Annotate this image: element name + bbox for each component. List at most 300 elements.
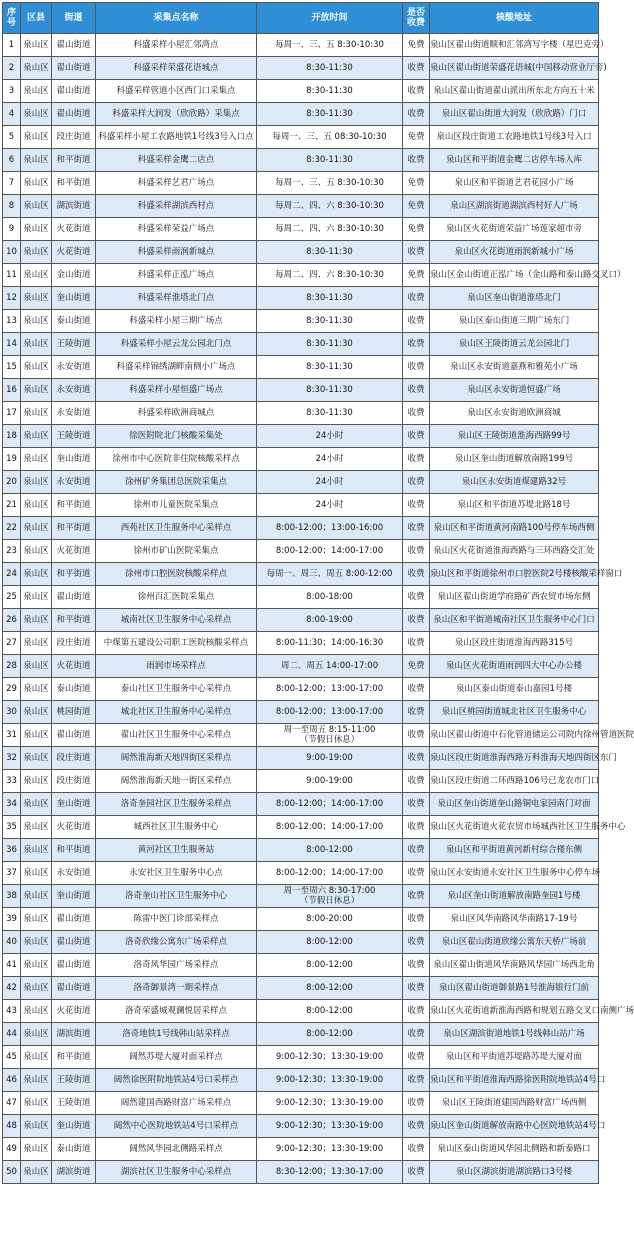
cell-no: 7 bbox=[3, 172, 21, 195]
cell-site-name: 科盛采样小屋云龙公园北门点 bbox=[96, 333, 257, 356]
cell-fee: 收费 bbox=[403, 1092, 430, 1115]
cell-county: 泉山区 bbox=[21, 241, 52, 264]
cell-hours: 8:00-12:00；13:00-16:00 bbox=[257, 517, 403, 540]
cell-fee: 免费 bbox=[403, 195, 430, 218]
cell-site-name: 徐医附院北门核酸采集处 bbox=[96, 425, 257, 448]
cell-hours: 8:00-18:00 bbox=[257, 586, 403, 609]
cell-fee: 免费 bbox=[403, 126, 430, 149]
cell-fee: 收费 bbox=[403, 632, 430, 655]
cell-no: 22 bbox=[3, 517, 21, 540]
table-row bbox=[3, 908, 599, 931]
cell-county: 泉山区 bbox=[21, 977, 52, 1000]
cell-site-name: 阔然风华园北侧路采样点 bbox=[96, 1138, 257, 1161]
table-row bbox=[3, 678, 599, 701]
cell-site-name: 洛奇风华园广场采样点 bbox=[96, 954, 257, 977]
cell-hours: 每周二、四、六 8:30-10:30 bbox=[257, 195, 403, 218]
cell-address: 泉山区湖滨街道湖滨路口3号楼 bbox=[430, 1161, 599, 1184]
cell-county: 泉山区 bbox=[21, 908, 52, 931]
table-row bbox=[3, 1023, 599, 1046]
cell-county: 泉山区 bbox=[21, 1023, 52, 1046]
cell-no: 23 bbox=[3, 540, 21, 563]
cell-address: 泉山区翟山街道翟山派出所东北方向五十米 bbox=[430, 80, 599, 103]
cell-street: 和平街道 bbox=[52, 172, 96, 195]
cell-hours: 每周一、三、五 8:30-10:30 bbox=[257, 172, 403, 195]
cell-street: 桃园街道 bbox=[52, 701, 96, 724]
cell-site-name: 阔然淮海新天地四街区采样点 bbox=[96, 747, 257, 770]
cell-site-name: 科盛采样小屋汇邻湾点 bbox=[96, 34, 257, 57]
cell-hours: 8:00-12:00 bbox=[257, 839, 403, 862]
cell-address: 泉山区翟山街道中石化管道储运公司院内徐州管道医院 bbox=[430, 724, 599, 747]
cell-no: 26 bbox=[3, 609, 21, 632]
cell-street: 翟山街道 bbox=[52, 586, 96, 609]
cell-fee: 收费 bbox=[403, 862, 430, 885]
cell-address: 泉山区奎山街道奎山路铜电家园南门对面 bbox=[430, 793, 599, 816]
cell-fee: 收费 bbox=[403, 1046, 430, 1069]
cell-no: 6 bbox=[3, 149, 21, 172]
table-row bbox=[3, 1161, 599, 1184]
cell-county: 泉山区 bbox=[21, 103, 52, 126]
cell-address: 泉山区永安街道嘉燕和雅苑小广场 bbox=[430, 356, 599, 379]
table-body bbox=[3, 34, 634, 1184]
cell-hours: 9:00-12:30；13:30-19:00 bbox=[257, 1092, 403, 1115]
cell-county: 泉山区 bbox=[21, 34, 52, 57]
cell-site-name: 洛奇奎园社区卫生服务采样点 bbox=[96, 793, 257, 816]
cell-hours: 8:00-12:00 bbox=[257, 977, 403, 1000]
cell-no: 5 bbox=[3, 126, 21, 149]
cell-no: 27 bbox=[3, 632, 21, 655]
cell-address: 泉山区和平街道徐州市口腔医院2号楼核酸采样窗口 bbox=[430, 563, 599, 586]
cell-no: 42 bbox=[3, 977, 21, 1000]
cell-no: 28 bbox=[3, 655, 21, 678]
cell-county: 泉山区 bbox=[21, 816, 52, 839]
cell-street: 泰山街道 bbox=[52, 678, 96, 701]
cell-county: 泉山区 bbox=[21, 80, 52, 103]
cell-address: 泉山区泰山街道泰山嘉园1号楼 bbox=[430, 678, 599, 701]
cell-address: 泉山区永安街道煤建路32号 bbox=[430, 471, 599, 494]
cell-hours: 每周二、四、六 8:30-10:30 bbox=[257, 264, 403, 287]
cell-hours: 8:00-12:00；14:00-17:00 bbox=[257, 816, 403, 839]
cell-county: 泉山区 bbox=[21, 954, 52, 977]
cell-fee: 收费 bbox=[403, 885, 430, 908]
table-row bbox=[3, 977, 599, 1000]
cell-street: 奎山街道 bbox=[52, 1115, 96, 1138]
cell-site-name: 科盛采样欧洲商城点 bbox=[96, 402, 257, 425]
cell-street: 王陵街道 bbox=[52, 425, 96, 448]
cell-street: 湖滨街道 bbox=[52, 1023, 96, 1046]
cell-site-name: 徐州矿务集团总医院采集点 bbox=[96, 471, 257, 494]
cell-county: 泉山区 bbox=[21, 770, 52, 793]
cell-address: 泉山区翟山街道荣盛花语城(中国移动营业厅旁) bbox=[430, 57, 599, 80]
table-row bbox=[3, 57, 599, 80]
cell-county: 泉山区 bbox=[21, 448, 52, 471]
cell-fee: 免费 bbox=[403, 34, 430, 57]
cell-county: 泉山区 bbox=[21, 747, 52, 770]
table-header bbox=[3, 3, 599, 34]
cell-fee: 收费 bbox=[403, 356, 430, 379]
cell-county: 泉山区 bbox=[21, 425, 52, 448]
cell-site-name: 城北社区卫生服务中心采样点 bbox=[96, 701, 257, 724]
cell-street: 段庄街道 bbox=[52, 747, 96, 770]
cell-county: 泉山区 bbox=[21, 609, 52, 632]
cell-address: 泉山区翟山街道大润发（欣欣路）门口 bbox=[430, 103, 599, 126]
table-row bbox=[3, 862, 599, 885]
cell-fee: 收费 bbox=[403, 80, 430, 103]
cell-address: 泉山区王陵街道云龙公园北门 bbox=[430, 333, 599, 356]
cell-county: 泉山区 bbox=[21, 1046, 52, 1069]
cell-address: 泉山区泰山街道三期广场东门 bbox=[430, 310, 599, 333]
cell-fee: 收费 bbox=[403, 310, 430, 333]
cell-county: 泉山区 bbox=[21, 839, 52, 862]
cell-address: 泉山区翟山街道欣缘公寓东天桥广场前 bbox=[430, 931, 599, 954]
header-fee: 是否收费 bbox=[403, 3, 430, 34]
cell-hours: 8:30-12:00；13:30-17:00 bbox=[257, 1161, 403, 1184]
cell-no: 2 bbox=[3, 57, 21, 80]
cell-hours: 8:30-11:30 bbox=[257, 57, 403, 80]
cell-fee: 收费 bbox=[403, 678, 430, 701]
header-street: 街道 bbox=[52, 3, 96, 34]
cell-hours: 8:00-11:30；14:00-16:30 bbox=[257, 632, 403, 655]
cell-site-name: 洛奇欣缘公寓东广场采样点 bbox=[96, 931, 257, 954]
cell-hours: 8:30-11:30 bbox=[257, 80, 403, 103]
table-row bbox=[3, 540, 599, 563]
cell-no: 20 bbox=[3, 471, 21, 494]
cell-county: 泉山区 bbox=[21, 1000, 52, 1023]
cell-address: 泉山区和平街道淮海西路徐医附院地铁站4号口 bbox=[430, 1069, 599, 1092]
cell-site-name: 城西社区卫生服务中心 bbox=[96, 816, 257, 839]
cell-site-name: 科盛采样淮塔北门点 bbox=[96, 287, 257, 310]
cell-county: 泉山区 bbox=[21, 655, 52, 678]
cell-no: 40 bbox=[3, 931, 21, 954]
cell-street: 段庄街道 bbox=[52, 126, 96, 149]
cell-no: 50 bbox=[3, 1161, 21, 1184]
cell-site-name: 科盛采样锦绣湖畔南侧小广场点 bbox=[96, 356, 257, 379]
cell-fee: 收费 bbox=[403, 402, 430, 425]
cell-fee: 免费 bbox=[403, 264, 430, 287]
cell-county: 泉山区 bbox=[21, 264, 52, 287]
cell-site-name: 科盛采样小屋恒盛广场点 bbox=[96, 379, 257, 402]
table-row bbox=[3, 1000, 599, 1023]
cell-no: 24 bbox=[3, 563, 21, 586]
cell-street: 翟山街道 bbox=[52, 724, 96, 747]
cell-site-name: 城南社区卫生服务中心采样点 bbox=[96, 609, 257, 632]
header-no: 序号 bbox=[3, 3, 21, 34]
cell-street: 永安街道 bbox=[52, 379, 96, 402]
table-row bbox=[3, 1092, 599, 1115]
table-row bbox=[3, 632, 599, 655]
cell-address: 泉山区翟山街道御景路1号淮海银行门前 bbox=[430, 977, 599, 1000]
cell-fee: 收费 bbox=[403, 1138, 430, 1161]
cell-fee: 收费 bbox=[403, 425, 430, 448]
cell-county: 泉山区 bbox=[21, 1092, 52, 1115]
cell-fee: 收费 bbox=[403, 839, 430, 862]
cell-no: 45 bbox=[3, 1046, 21, 1069]
table-row bbox=[3, 172, 599, 195]
cell-site-name: 科盛采样荣益广场点 bbox=[96, 218, 257, 241]
cell-hours: 8:30-11:30 bbox=[257, 103, 403, 126]
cell-no: 11 bbox=[3, 264, 21, 287]
cell-site-name: 阔然中心医院地铁站4号口采样点 bbox=[96, 1115, 257, 1138]
cell-site-name: 科盛采样正泓广场点 bbox=[96, 264, 257, 287]
table-row bbox=[3, 885, 599, 908]
cell-address: 泉山区火花街道雨润新城小广场 bbox=[430, 241, 599, 264]
table-row bbox=[3, 954, 599, 977]
cell-site-name: 雨润市场采样点 bbox=[96, 655, 257, 678]
cell-county: 泉山区 bbox=[21, 1069, 52, 1092]
cell-county: 泉山区 bbox=[21, 126, 52, 149]
cell-fee: 收费 bbox=[403, 793, 430, 816]
cell-address: 泉山区段庄街道淮海西路315号 bbox=[430, 632, 599, 655]
table-row bbox=[3, 770, 599, 793]
table-row bbox=[3, 1138, 599, 1161]
cell-hours: 24小时 bbox=[257, 494, 403, 517]
cell-site-name: 徐州市儿童医院采集点 bbox=[96, 494, 257, 517]
cell-street: 火花街道 bbox=[52, 241, 96, 264]
cell-site-name: 永安社区卫生服务中心点 bbox=[96, 862, 257, 885]
cell-address: 泉山区奎山街道解放南路奎园1号楼 bbox=[430, 885, 599, 908]
cell-fee: 收费 bbox=[403, 1069, 430, 1092]
table-row bbox=[3, 241, 599, 264]
cell-fee: 收费 bbox=[403, 931, 430, 954]
table-row bbox=[3, 80, 599, 103]
cell-site-name: 阔然苏堤大厦对面采样点 bbox=[96, 1046, 257, 1069]
cell-no: 14 bbox=[3, 333, 21, 356]
cell-no: 16 bbox=[3, 379, 21, 402]
cell-no: 29 bbox=[3, 678, 21, 701]
cell-site-name: 科盛采样大润发（欣欣路）采集点 bbox=[96, 103, 257, 126]
table-row bbox=[3, 310, 599, 333]
cell-no: 4 bbox=[3, 103, 21, 126]
cell-street: 火花街道 bbox=[52, 218, 96, 241]
cell-no: 49 bbox=[3, 1138, 21, 1161]
cell-street: 和平街道 bbox=[52, 609, 96, 632]
cell-hours: 8:00-12:00；13:00-17:00 bbox=[257, 701, 403, 724]
cell-fee: 收费 bbox=[403, 1000, 430, 1023]
cell-no: 34 bbox=[3, 793, 21, 816]
cell-address: 泉山区王陵街道淮海西路99号 bbox=[430, 425, 599, 448]
cell-address: 泉山区湖滨街道湖滨西村好人广场 bbox=[430, 195, 599, 218]
cell-site-name: 徐州百汇医院采集点 bbox=[96, 586, 257, 609]
table-row bbox=[3, 34, 599, 57]
table-row bbox=[3, 264, 599, 287]
cell-site-name: 徐州市中心医院非住院核酸采样点 bbox=[96, 448, 257, 471]
cell-hours: 周一至周六 8:30-17:00 （节假日休息） bbox=[257, 885, 403, 908]
cell-address: 泉山区金山街道正泓广场（金山路和泰山路交叉口） bbox=[430, 264, 599, 287]
cell-hours: 9:00-12:30；13:30-19:00 bbox=[257, 1138, 403, 1161]
table-row bbox=[3, 701, 599, 724]
cell-fee: 免费 bbox=[403, 655, 430, 678]
cell-county: 泉山区 bbox=[21, 563, 52, 586]
cell-fee: 收费 bbox=[403, 701, 430, 724]
cell-county: 泉山区 bbox=[21, 517, 52, 540]
cell-no: 12 bbox=[3, 287, 21, 310]
cell-hours: 9:00-12:30；13:30-19:00 bbox=[257, 1069, 403, 1092]
cell-street: 翟山街道 bbox=[52, 908, 96, 931]
cell-street: 奎山街道 bbox=[52, 793, 96, 816]
cell-street: 翟山街道 bbox=[52, 34, 96, 57]
cell-no: 41 bbox=[3, 954, 21, 977]
cell-hours: 8:30-11:30 bbox=[257, 402, 403, 425]
cell-county: 泉山区 bbox=[21, 471, 52, 494]
cell-no: 48 bbox=[3, 1115, 21, 1138]
cell-street: 王陵街道 bbox=[52, 1092, 96, 1115]
cell-county: 泉山区 bbox=[21, 931, 52, 954]
cell-street: 泰山街道 bbox=[52, 310, 96, 333]
cell-hours: 24小时 bbox=[257, 425, 403, 448]
cell-street: 和平街道 bbox=[52, 494, 96, 517]
cell-street: 永安街道 bbox=[52, 402, 96, 425]
cell-street: 翟山街道 bbox=[52, 57, 96, 80]
cell-site-name: 洛奇荣盛城观澜悦居采样点 bbox=[96, 1000, 257, 1023]
table-row bbox=[3, 356, 599, 379]
cell-fee: 收费 bbox=[403, 1161, 430, 1184]
cell-fee: 收费 bbox=[403, 816, 430, 839]
cell-street: 奎山街道 bbox=[52, 885, 96, 908]
cell-fee: 收费 bbox=[403, 1115, 430, 1138]
cell-site-name: 西苑社区卫生服务中心采样点 bbox=[96, 517, 257, 540]
cell-site-name: 科盛采样荣盛花语城点 bbox=[96, 57, 257, 80]
cell-address: 泉山区和平街道城南社区卫生服务中心门口 bbox=[430, 609, 599, 632]
cell-hours: 8:00-12:00 bbox=[257, 1023, 403, 1046]
cell-address: 泉山区翟山街道学府路矿西农贸市场东侧 bbox=[430, 586, 599, 609]
cell-site-name: 科盛采样小屋工农路地铁1号线3号入口点 bbox=[96, 126, 257, 149]
testing-sites-sheet bbox=[2, 2, 634, 1184]
cell-county: 泉山区 bbox=[21, 333, 52, 356]
cell-fee: 收费 bbox=[403, 494, 430, 517]
cell-no: 38 bbox=[3, 885, 21, 908]
cell-address: 泉山区火花街道雨润四大中心办公楼 bbox=[430, 655, 599, 678]
cell-hours: 8:30-11:30 bbox=[257, 379, 403, 402]
table-row bbox=[3, 563, 599, 586]
cell-address: 泉山区火花街道淮海西路与三环西路交汇处 bbox=[430, 540, 599, 563]
cell-street: 永安街道 bbox=[52, 471, 96, 494]
cell-fee: 免费 bbox=[403, 218, 430, 241]
header-address: 核酸地址 bbox=[430, 3, 599, 34]
cell-county: 泉山区 bbox=[21, 402, 52, 425]
cell-county: 泉山区 bbox=[21, 287, 52, 310]
cell-site-name: 泰山社区卫生服务中心采样点 bbox=[96, 678, 257, 701]
cell-street: 段庄街道 bbox=[52, 632, 96, 655]
table-row bbox=[3, 425, 599, 448]
table-row bbox=[3, 218, 599, 241]
cell-county: 泉山区 bbox=[21, 885, 52, 908]
cell-street: 火花街道 bbox=[52, 540, 96, 563]
cell-fee: 收费 bbox=[403, 1023, 430, 1046]
cell-county: 泉山区 bbox=[21, 632, 52, 655]
header-row bbox=[3, 3, 599, 34]
cell-no: 17 bbox=[3, 402, 21, 425]
cell-no: 44 bbox=[3, 1023, 21, 1046]
cell-no: 46 bbox=[3, 1069, 21, 1092]
cell-no: 8 bbox=[3, 195, 21, 218]
cell-address: 泉山区风华南路风华南路17-19号 bbox=[430, 908, 599, 931]
cell-no: 10 bbox=[3, 241, 21, 264]
table-row bbox=[3, 586, 599, 609]
cell-address: 泉山区王陵街道建国西路财富广场西侧 bbox=[430, 1092, 599, 1115]
cell-hours: 8:00-12:00 bbox=[257, 931, 403, 954]
cell-hours: 周一至周五 8:15-11:00 （节假日休息） bbox=[257, 724, 403, 747]
table-row bbox=[3, 1115, 599, 1138]
cell-no: 1 bbox=[3, 34, 21, 57]
cell-fee: 收费 bbox=[403, 333, 430, 356]
cell-address: 泉山区段庄街道淮海西路万科淮海天地四街区东门 bbox=[430, 747, 599, 770]
cell-street: 段庄街道 bbox=[52, 770, 96, 793]
cell-site-name: 中煤第五建设公司职工医院核酸采样点 bbox=[96, 632, 257, 655]
table-row bbox=[3, 448, 599, 471]
cell-no: 25 bbox=[3, 586, 21, 609]
cell-no: 43 bbox=[3, 1000, 21, 1023]
cell-hours: 周二、周五 14:00-17:00 bbox=[257, 655, 403, 678]
cell-no: 31 bbox=[3, 724, 21, 747]
table-row bbox=[3, 379, 599, 402]
cell-hours: 8:00-12:00；14:00-17:00 bbox=[257, 540, 403, 563]
cell-street: 和平街道 bbox=[52, 149, 96, 172]
header-site-name: 采集点名称 bbox=[96, 3, 257, 34]
cell-county: 泉山区 bbox=[21, 356, 52, 379]
cell-hours: 每周二、四、六 8:30-10:30 bbox=[257, 218, 403, 241]
cell-county: 泉山区 bbox=[21, 678, 52, 701]
cell-county: 泉山区 bbox=[21, 195, 52, 218]
cell-street: 泰山街道 bbox=[52, 1138, 96, 1161]
cell-hours: 8:00-19:00 bbox=[257, 609, 403, 632]
cell-hours: 9:00-19:00 bbox=[257, 747, 403, 770]
table-row bbox=[3, 1046, 599, 1069]
cell-street: 翟山街道 bbox=[52, 931, 96, 954]
cell-county: 泉山区 bbox=[21, 701, 52, 724]
cell-fee: 收费 bbox=[403, 908, 430, 931]
cell-no: 13 bbox=[3, 310, 21, 333]
cell-address: 泉山区翟山街道顺和汇邻湾写字楼（星巴克旁） bbox=[430, 34, 599, 57]
cell-street: 永安街道 bbox=[52, 862, 96, 885]
cell-fee: 收费 bbox=[403, 471, 430, 494]
cell-no: 3 bbox=[3, 80, 21, 103]
cell-fee: 收费 bbox=[403, 103, 430, 126]
cell-site-name: 阔然建国西路财富广场采样点 bbox=[96, 1092, 257, 1115]
cell-hours: 8:30-11:30 bbox=[257, 149, 403, 172]
cell-street: 和平街道 bbox=[52, 517, 96, 540]
cell-fee: 收费 bbox=[403, 149, 430, 172]
table-row bbox=[3, 609, 599, 632]
cell-fee: 收费 bbox=[403, 747, 430, 770]
cell-site-name: 湖滨社区卫生服务中心采样点 bbox=[96, 1161, 257, 1184]
cell-hours: 24小时 bbox=[257, 448, 403, 471]
cell-no: 9 bbox=[3, 218, 21, 241]
cell-site-name: 科盛采样金鹰二店点 bbox=[96, 149, 257, 172]
table-row bbox=[3, 793, 599, 816]
cell-fee: 收费 bbox=[403, 57, 430, 80]
cell-site-name: 徐州市矿山医院采集点 bbox=[96, 540, 257, 563]
cell-site-name: 徐州市口腔医院核酸采样点 bbox=[96, 563, 257, 586]
cell-street: 王陵街道 bbox=[52, 333, 96, 356]
cell-street: 火花街道 bbox=[52, 655, 96, 678]
cell-fee: 收费 bbox=[403, 287, 430, 310]
cell-no: 32 bbox=[3, 747, 21, 770]
cell-street: 和平街道 bbox=[52, 1046, 96, 1069]
cell-site-name: 陈雷中医门诊部采样点 bbox=[96, 908, 257, 931]
cell-fee: 收费 bbox=[403, 724, 430, 747]
cell-address: 泉山区翟山街道风华南路风华园广场西北角 bbox=[430, 954, 599, 977]
cell-address: 泉山区永安街道恒盛广场 bbox=[430, 379, 599, 402]
header-county: 区县 bbox=[21, 3, 52, 34]
cell-county: 泉山区 bbox=[21, 586, 52, 609]
cell-fee: 收费 bbox=[403, 770, 430, 793]
header-hours: 开放时间 bbox=[257, 3, 403, 34]
cell-no: 47 bbox=[3, 1092, 21, 1115]
cell-fee: 收费 bbox=[403, 540, 430, 563]
cell-address: 泉山区段庄街道二环西路106号已龙农市门口 bbox=[430, 770, 599, 793]
cell-site-name: 洛奇地铁1号线韩山站采样点 bbox=[96, 1023, 257, 1046]
cell-address: 泉山区和平街道艺君花园小广场 bbox=[430, 172, 599, 195]
cell-address: 泉山区奎山街道解放南路199号 bbox=[430, 448, 599, 471]
